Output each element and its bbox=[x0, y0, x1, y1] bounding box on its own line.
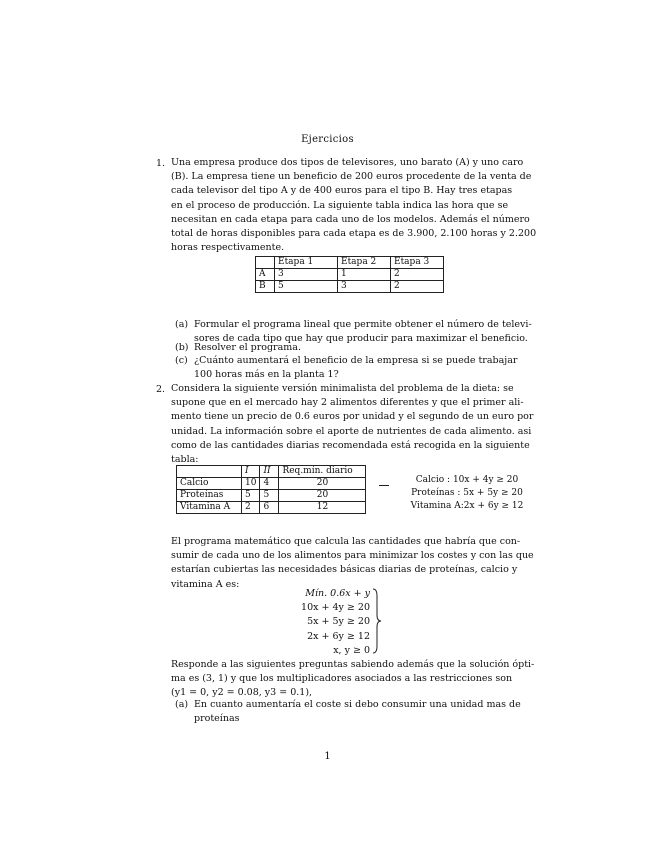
table-header: Etapa 3 bbox=[391, 257, 444, 269]
text-line: mento tiene un precio de 0.6 euros por unidad y el segundo de un euro por bbox=[171, 411, 534, 423]
linear-program bbox=[270, 587, 370, 658]
exercise-2-statement bbox=[171, 382, 534, 467]
text-line: horas respectivamente. bbox=[171, 242, 285, 254]
text-line: tabla: bbox=[171, 454, 199, 466]
constraint-line: x, y ≥ 0 bbox=[333, 644, 370, 656]
equation-line: Vitamina A:2x + 6y ≥ 12 bbox=[410, 500, 524, 511]
table-cell: A bbox=[256, 269, 275, 281]
text-line: cada televisor del tipo A y de 400 euros para el tipo B. Hay tres etapas bbox=[171, 185, 513, 197]
constraint-line: 2x + 6y ≥ 12 bbox=[307, 630, 370, 642]
exercise-2-number: 2. bbox=[156, 384, 166, 395]
table-cell: 2 bbox=[391, 269, 444, 281]
table-cell: 5 bbox=[260, 490, 279, 502]
table-cell: 2 bbox=[242, 502, 260, 514]
table-cell: B bbox=[256, 281, 275, 293]
text-line: sores de cada tipo que hay que producir para maximizar el beneficio. bbox=[194, 333, 528, 345]
text-line: como de las cantidades diarias recomendada está recogida en la siguiente bbox=[171, 439, 530, 451]
table-cell: 5 bbox=[275, 281, 338, 293]
table-cell: 10 bbox=[242, 478, 260, 490]
text-line: Considera la siguiente versión minimalista del problema de la dieta: se bbox=[171, 383, 514, 394]
text-line: Formular el programa lineal que permite obtener el número de televi- bbox=[194, 319, 532, 330]
constraint-line: 10x + 4y ≥ 20 bbox=[301, 602, 370, 614]
table-header: Etapa 2 bbox=[338, 257, 391, 269]
model-intro bbox=[171, 535, 534, 592]
table-header: I bbox=[242, 466, 260, 478]
item-text bbox=[194, 698, 521, 726]
table-cell: 4 bbox=[260, 478, 279, 490]
constraint-line: 5x + 5y ≥ 20 bbox=[307, 616, 370, 628]
constraint-equations bbox=[402, 474, 532, 512]
text-line: supone que en el mercado hay 2 alimentos diferentes y que el primer ali- bbox=[171, 397, 524, 409]
table-header: Etapa 1 bbox=[275, 257, 338, 269]
solution-paragraph bbox=[171, 658, 535, 701]
text-line: vitamina A es: bbox=[171, 578, 240, 590]
table-cell: Proteínas bbox=[177, 490, 242, 502]
text-line: ma es (3, 1) y que los multiplicadores asociados a las restricciones son bbox=[171, 673, 513, 685]
table-row bbox=[256, 281, 444, 293]
exercise-1-number: 1. bbox=[156, 158, 166, 169]
table-header-row bbox=[256, 257, 444, 269]
nutrient-table bbox=[176, 465, 366, 514]
text-line: total de horas disponibles para cada etapa es de 3.900, 2.100 horas y 2.200 bbox=[171, 228, 537, 240]
text-line: El programa matemático que calcula las cantidades que habría que con- bbox=[171, 536, 521, 547]
text-line: (B). La empresa tiene un beneficio de 200 euros procedente de la venta de bbox=[171, 171, 532, 183]
item-text bbox=[194, 354, 518, 382]
item-label: (c) bbox=[175, 355, 188, 366]
text-line: (y1 = 0, y2 = 0.08, y3 = 0.1), bbox=[171, 687, 313, 699]
equation-line: Proteínas : 5x + 5y ≥ 20 bbox=[411, 487, 523, 498]
table-cell: 5 bbox=[242, 490, 260, 502]
item-label: (a) bbox=[175, 699, 189, 710]
table-header-row bbox=[177, 466, 366, 478]
table-cell: 12 bbox=[279, 502, 366, 514]
table-header: II bbox=[260, 466, 279, 478]
table-header: Req.mín. diario bbox=[279, 466, 366, 478]
item-label: (b) bbox=[175, 342, 189, 353]
table-row bbox=[177, 490, 366, 502]
exercise-1-statement bbox=[171, 156, 537, 255]
table-cell: 20 bbox=[279, 490, 366, 502]
right-brace-icon bbox=[372, 588, 382, 654]
table-row bbox=[177, 478, 366, 490]
table-cell: 2 bbox=[391, 281, 444, 293]
table-cell: 3 bbox=[275, 269, 338, 281]
page-title: Ejercicios bbox=[301, 134, 354, 145]
table-cell: 6 bbox=[260, 502, 279, 514]
objective-line: Mín. 0.6x + y bbox=[305, 588, 370, 599]
table-cell: 20 bbox=[279, 478, 366, 490]
production-table bbox=[255, 256, 444, 293]
equivalence-dash bbox=[379, 485, 389, 486]
text-line: unidad. La información sobre el aporte de nutrientes de cada alimento. asi bbox=[171, 425, 532, 437]
text-line: En cuanto aumentaría el coste si debo consumir una unidad mas de bbox=[194, 699, 521, 710]
table-cell bbox=[177, 466, 242, 478]
table-row bbox=[256, 269, 444, 281]
text-line: en el proceso de producción. La siguiente tabla indica las hora que se bbox=[171, 199, 509, 211]
equation-line: Calcio : 10x + 4y ≥ 20 bbox=[415, 475, 519, 485]
text-line: sumir de cada uno de los alimentos para minimizar los costes y con las que bbox=[171, 550, 534, 562]
page-number: 1 bbox=[324, 751, 331, 762]
table-cell bbox=[256, 257, 275, 269]
text-line: Una empresa produce dos tipos de televisores, uno barato (A) y uno caro bbox=[171, 157, 524, 168]
text-line: necesitan en cada etapa para cada uno de los modelos. Además el número bbox=[171, 213, 530, 225]
text-line: Resolver el programa. bbox=[194, 342, 301, 353]
text-line: proteínas bbox=[194, 713, 240, 725]
table-cell: Calcio bbox=[177, 478, 242, 490]
table-row bbox=[177, 502, 366, 514]
table-cell: 3 bbox=[338, 281, 391, 293]
table-cell: Vitamina A bbox=[177, 502, 242, 514]
text-line: 100 horas más en la planta 1? bbox=[194, 369, 339, 381]
text-line: ¿Cuánto aumentará el beneficio de la empresa si se puede trabajar bbox=[194, 355, 518, 366]
text-line: Responde a las siguientes preguntas sabiendo además que la solución ópti- bbox=[171, 659, 535, 670]
item-label: (a) bbox=[175, 319, 189, 330]
text-line: estarían cubiertas las necesidades básicas diarias de proteínas, calcio y bbox=[171, 564, 518, 576]
table-cell: 1 bbox=[338, 269, 391, 281]
